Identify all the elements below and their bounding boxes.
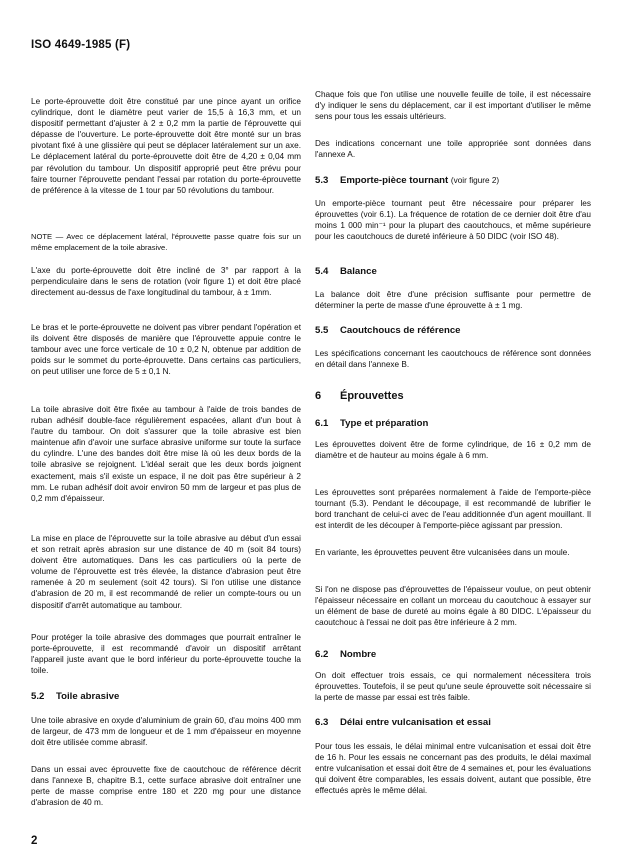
paragraph-abrasive-fixing: La toile abrasive doit être fixée au tambour à l'aide de trois bandes de ruban adhésif double-face régulièrement espacées, allant d'un bout à l'autre du tambour. On doit s'assurer que la toile abrasive est bien maintenue afin d'avoir une surface abrasive uniforme sur toute la surface du cylindre. L'une des bandes doit être mise là où les deux bords de la toile abrasive se rejoignent. L'idéal serait que les deux bords joignent exactement, mais s'il existe un espace, il ne doit pas être supérieur à 2 mm. Le ruban adhésif doit avoir environ 50 mm de largeur et pas plus de 0,2 mm d'épaisseur.	[31, 405, 301, 503]
section-heading-5-4	[315, 266, 377, 277]
section-number: 5.3	[315, 175, 329, 186]
note-lateral-displacement: NOTE — Avec ce déplacement latéral, l'éprouvette passe quatre fois sur un même emplacement de la toile abrasive.	[31, 232, 301, 252]
section-title: Éprouvettes	[340, 390, 404, 402]
paragraph-rotary-cutter: Un emporte-pièce tournant peut être nécessaire pour préparer les éprouvettes (voir 6.1). La fréquence de rotation de ce dernier doit être d'au moins 1 000 min⁻¹ pour la plupart des caoutchoucs, et même supérieure pour les caoutchoucs de dureté inférieure à 50 DIDC (voir ISO 48).	[315, 199, 591, 242]
section-figure-ref: (voir figure 2)	[450, 176, 500, 185]
paragraph-automatic-placement: La mise en place de l'éprouvette sur la toile abrasive au début d'un essai et son retrait après abrasion sur une distance de 40 m (soit 84 tours) doivent être automatiques. Dans les cas particuliers où la perte de volume de l'éprouvette est très élevée, la distance d'abrasion peut être ramenée à 20 m seulement (soit 42 tours). Si l'on utilise une distance d'abrasion de 20 m, il est recommandé de relier un compte-tours ou un dispositif d'arrêt automatique au tambour.	[31, 534, 301, 610]
page-number: 2	[31, 835, 38, 847]
section-number: 5.4	[315, 266, 329, 277]
section-number: 6.2	[315, 649, 329, 660]
paragraph-specimen-holder: Le porte-éprouvette doit être constitué par une pince ayant un orifice cylindrique, dont le diamètre peut varier de 15,5 à 16,3 mm, et un dispositif permettant d'ajuster à 2 ± 0,2 mm la partie de l'éprouvette qui dépasse de l'ouverture. Le porte-éprouvette doit être monté sur un bras pivotant fixé à une glissière qui peut se déplacer latéralement sur un axe. Le déplacement latéral du porte-éprouvette doit être de 4,20 ± 0,04 mm par révolution du tambour. Un dispositif approprié peut être prévu pour faire tourner l'éprouvette pendant l'essai par rotation du porte-éprouvette de préférence à la vitesse de 1 tour par 50 révolutions du tambour.	[31, 97, 301, 195]
section-heading-5-2	[31, 691, 119, 702]
section-heading-5-5	[315, 325, 461, 336]
paragraph-vulcanisation-delay: Pour tous les essais, le délai minimal entre vulcanisation et essai doit être de 16 h. Pour les essais ne concernant pas des produits, le délai maximal entre vulcanisation et essai doit être de 4 semaines et, pour les évaluations qui doivent être comparables, les essais doivent, autant que possible, être effectués après le même délai.	[315, 742, 591, 796]
document-header: ISO 4649-1985 (F)	[31, 39, 131, 51]
section-number: 6.3	[315, 717, 329, 728]
section-title: Toile abrasive	[56, 691, 120, 702]
section-heading-6-3	[315, 717, 491, 728]
paragraph-new-sheet: Chaque fois que l'on utilise une nouvelle feuille de toile, il est nécessaire d'y indiquer le sens du déplacement, car il est important d'utiliser le même sens pour tous les essais ultérieurs.	[315, 90, 591, 122]
paragraph-reference-rubbers: Les spécifications concernant les caoutchoucs de référence sont données en détail dans l'annexe B.	[315, 349, 591, 370]
section-number: 6	[315, 390, 322, 402]
section-heading-6-1	[315, 418, 428, 429]
section-title: Délai entre vulcanisation et essai	[340, 717, 491, 728]
paragraph-reference-test: Dans un essai avec éprouvette fixe de caoutchouc de référence décrit dans l'annexe B, chapitre B.1, cette surface abrasive doit entraîner une perte de masse comprise entre 180 et 220 mg pour une distance d'abrasion de 40 m.	[31, 765, 301, 808]
section-number: 6.1	[315, 418, 329, 429]
paragraph-specimen-preparation: Les éprouvettes sont préparées normalement à l'aide de l'emporte-pièce tournant (5.3). Pendant le découpage, il est recommandé de lubrifier le bord tranchant de celui-ci avec de l'eau additionnée d'un agent mouillant. Il est interdit de les découper à l'emporte-pièce agissant par pression.	[315, 488, 591, 531]
section-number: 5.5	[315, 325, 329, 336]
section-title: Balance	[340, 266, 377, 277]
paragraph-specimen-shape: Les éprouvettes doivent être de forme cylindrique, de 16 ± 0,2 mm de diamètre et de hauteur au moins égale à 6 mm.	[315, 440, 591, 461]
paragraph-balance: La balance doit être d'une précision suffisante pour permettre de déterminer la perte de masse d'une éprouvette à ± 1 mg.	[315, 290, 591, 311]
section-title: Caoutchoucs de référence	[340, 325, 461, 336]
section-title: Emporte-pièce tournant	[340, 175, 449, 186]
paragraph-annex-a: Des indications concernant une toile appropriée sont données dans l'annexe A.	[315, 139, 591, 160]
section-title: Type et préparation	[340, 418, 429, 429]
section-heading-5-3	[315, 175, 499, 186]
paragraph-abrasive-cloth: Une toile abrasive en oxyde d'aluminium de grain 60, d'au moins 400 mm de largeur, de 473 mm de longueur et de 1 mm d'épaisseur en moyenne doit être utilisée comme abrasif.	[31, 716, 301, 748]
chapter-heading-6	[315, 390, 404, 402]
paragraph-moulded-variant: En variante, les éprouvettes peuvent être vulcanisées dans un moule.	[315, 548, 570, 557]
section-title: Nombre	[340, 649, 377, 660]
section-number: 5.2	[31, 691, 45, 702]
section-heading-6-2	[315, 649, 376, 660]
paragraph-number-of-tests: On doit effectuer trois essais, ce qui normalement nécessitera trois éprouvettes. Toutefois, il se peut qu'une seule éprouvette soit nécessaire si la perte de masse par essai est très faible.	[315, 671, 591, 703]
paragraph-protection: Pour protéger la toile abrasive des dommages que pourrait entraîner le porte-éprouvette, il est recommandé d'avoir un dispositif arrêtant l'appareil juste avant que le bord inférieur du porte-éprouvette touche la toile.	[31, 633, 301, 676]
paragraph-arm-vibration: Le bras et le porte-éprouvette ne doivent pas vibrer pendant l'opération et ils doivent être disposés de manière que l'éprouvette appuie contre le tambour avec une force verticale de 10 ± 0,2 N, obtenue par addition de poids sur le sommet du porte-éprouvette. Dans certains cas particuliers, on peut utiliser une force de 5 ± 0,1 N.	[31, 323, 301, 377]
paragraph-thickness: Si l'on ne dispose pas d'éprouvettes de l'épaisseur voulue, on peut obtenir l'épaisseur nécessaire en collant un morceau du caoutchouc à essayer sur un élément de base de dureté au moins égale à 80 DIDC. L'épaisseur du caoutchouc à l'essai ne doit pas être inférieure à 2 mm.	[315, 585, 591, 628]
paragraph-holder-axis: L'axe du porte-éprouvette doit être incliné de 3° par rapport à la perpendiculaire dans le sens de rotation (voir figure 1) et doit être placé directement au-dessus de l'axe longitudinal du tambour, à ± 1mm.	[31, 266, 301, 298]
